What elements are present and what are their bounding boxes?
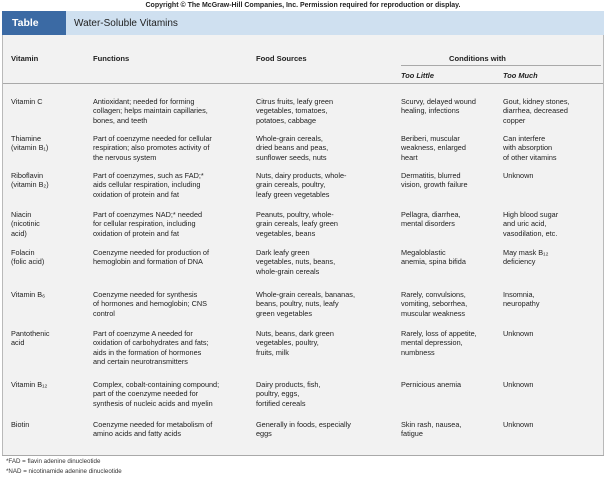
cell-functions: Part of coenzymes NAD;* needed for cellular respiration, including oxidation of protein and fat [93, 210, 203, 238]
table-bottom-rule [2, 455, 604, 456]
cell-functions: Antioxidant; needed for forming collagen; helps maintain capillaries, bones, and teeth [93, 97, 208, 125]
cell-too-much: Unknown [503, 171, 534, 180]
cell-too-much: May mask B₁₂ deficiency [503, 248, 549, 267]
header-too-much: Too Much [503, 71, 538, 80]
cell-functions: Coenzyme needed for production of hemoglobin and formation of DNA [93, 248, 210, 267]
cell-too-little: Pellagra, diarrhea, mental disorders [401, 210, 461, 229]
cell-vitamin: Thiamine (vitamin B₁) [11, 134, 49, 153]
table-title: Water-Soluble Vitamins [74, 17, 178, 29]
footnote-nad: *NAD = nicotinamide adenine dinucleotide [6, 468, 122, 475]
cell-functions: Part of coenzyme needed for cellular respiration; also promotes activity of the nervous system [93, 134, 212, 162]
cell-functions: Part of coenzymes, such as FAD;* aids cellular respiration, including oxidation of protein and fat [93, 171, 204, 199]
header-functions: Functions [93, 54, 130, 63]
cell-food-sources: Dark leafy green vegetables, nuts, beans, whole-grain cereals [256, 248, 336, 276]
cell-food-sources: Dairy products, fish, poultry, eggs, fortified cereals [256, 380, 321, 408]
cell-too-little: Pernicious anemia [401, 380, 462, 389]
table-title-bar [2, 11, 604, 35]
cell-food-sources: Peanuts, poultry, whole- grain cereals, leafy green vegetables, beans [256, 210, 338, 238]
cell-too-little: Skin rash, nausea, fatigue [401, 420, 462, 439]
cell-functions: Part of coenzyme A needed for oxidation of carbohydrates and fats; aids in the formation of hormones and certain neurotransmitters [93, 329, 209, 366]
cell-too-much: Can interfere with absorption of other vitamins [503, 134, 557, 162]
cell-too-little: Beriberi, muscular weakness, enlarged heart [401, 134, 466, 162]
cell-food-sources: Citrus fruits, leafy green vegetables, tomatoes, potatoes, cabbage [256, 97, 334, 125]
cell-food-sources: Whole-grain cereals, bananas, beans, poultry, nuts, leafy green vegetables [256, 290, 355, 318]
cell-vitamin: Niacin (nicotinic acid) [11, 210, 40, 238]
cell-functions: Complex, cobalt-containing compound; part of the coenzyme needed for synthesis of nucleic acids and myelin [93, 380, 220, 408]
cell-vitamin: Biotin [11, 420, 30, 429]
cell-too-little: Dermatitis, blurred vision, growth failure [401, 171, 468, 190]
cell-food-sources: Nuts, beans, dark green vegetables, poultry, fruits, milk [256, 329, 334, 357]
cell-vitamin: Vitamin B₆ [11, 290, 46, 299]
cell-too-little: Scurvy, delayed wound healing, infections [401, 97, 476, 116]
footnote-fad: *FAD = flavin adenine dinucleotide [6, 458, 101, 465]
table-number: Table [2, 11, 66, 35]
cell-too-much: Insomnia, neuropathy [503, 290, 540, 309]
header-food-sources: Food Sources [256, 54, 307, 63]
cell-food-sources: Whole-grain cereals, dried beans and peas, sunflower seeds, nuts [256, 134, 329, 162]
cell-too-much: Gout, kidney stones, diarrhea, decreased copper [503, 97, 570, 125]
cell-vitamin: Vitamin B₁₂ [11, 380, 48, 389]
cell-vitamin: Folacin (folic acid) [11, 248, 45, 267]
header-conditions: Conditions with [449, 54, 506, 63]
cell-too-much: Unknown [503, 380, 534, 389]
cell-functions: Coenzyme needed for metabolism of amino acids and fatty acids [93, 420, 213, 439]
cell-too-much: Unknown [503, 420, 534, 429]
copyright-notice: Copyright © The McGraw-Hill Companies, Inc. Permission required for reproduction or display. [145, 2, 461, 9]
vitamins-table [2, 35, 604, 455]
cell-functions: Coenzyme needed for synthesis of hormones and hemoglobin; CNS control [93, 290, 207, 318]
cell-too-much: Unknown [503, 329, 534, 338]
cell-vitamin: Pantothenic acid [11, 329, 50, 348]
cell-too-little: Rarely, loss of appetite, mental depression, numbness [401, 329, 477, 357]
conditions-rule [401, 65, 601, 66]
cell-vitamin: Riboflavin (vitamin B₂) [11, 171, 49, 190]
cell-too-little: Rarely, convulsions, vomiting, seborrhea, muscular weakness [401, 290, 468, 318]
cell-vitamin: Vitamin C [11, 97, 43, 106]
header-vitamin: Vitamin [11, 54, 39, 63]
cell-too-much: High blood sugar and uric acid, vasodilation, etc. [503, 210, 559, 238]
cell-too-little: Megaloblastic anemia, spina bifida [401, 248, 466, 267]
header-rule [3, 83, 603, 84]
cell-food-sources: Generally in foods, especially eggs [256, 420, 351, 439]
header-too-little: Too Little [401, 71, 434, 80]
cell-food-sources: Nuts, dairy products, whole- grain cereals, poultry, leafy green vegetables [256, 171, 347, 199]
